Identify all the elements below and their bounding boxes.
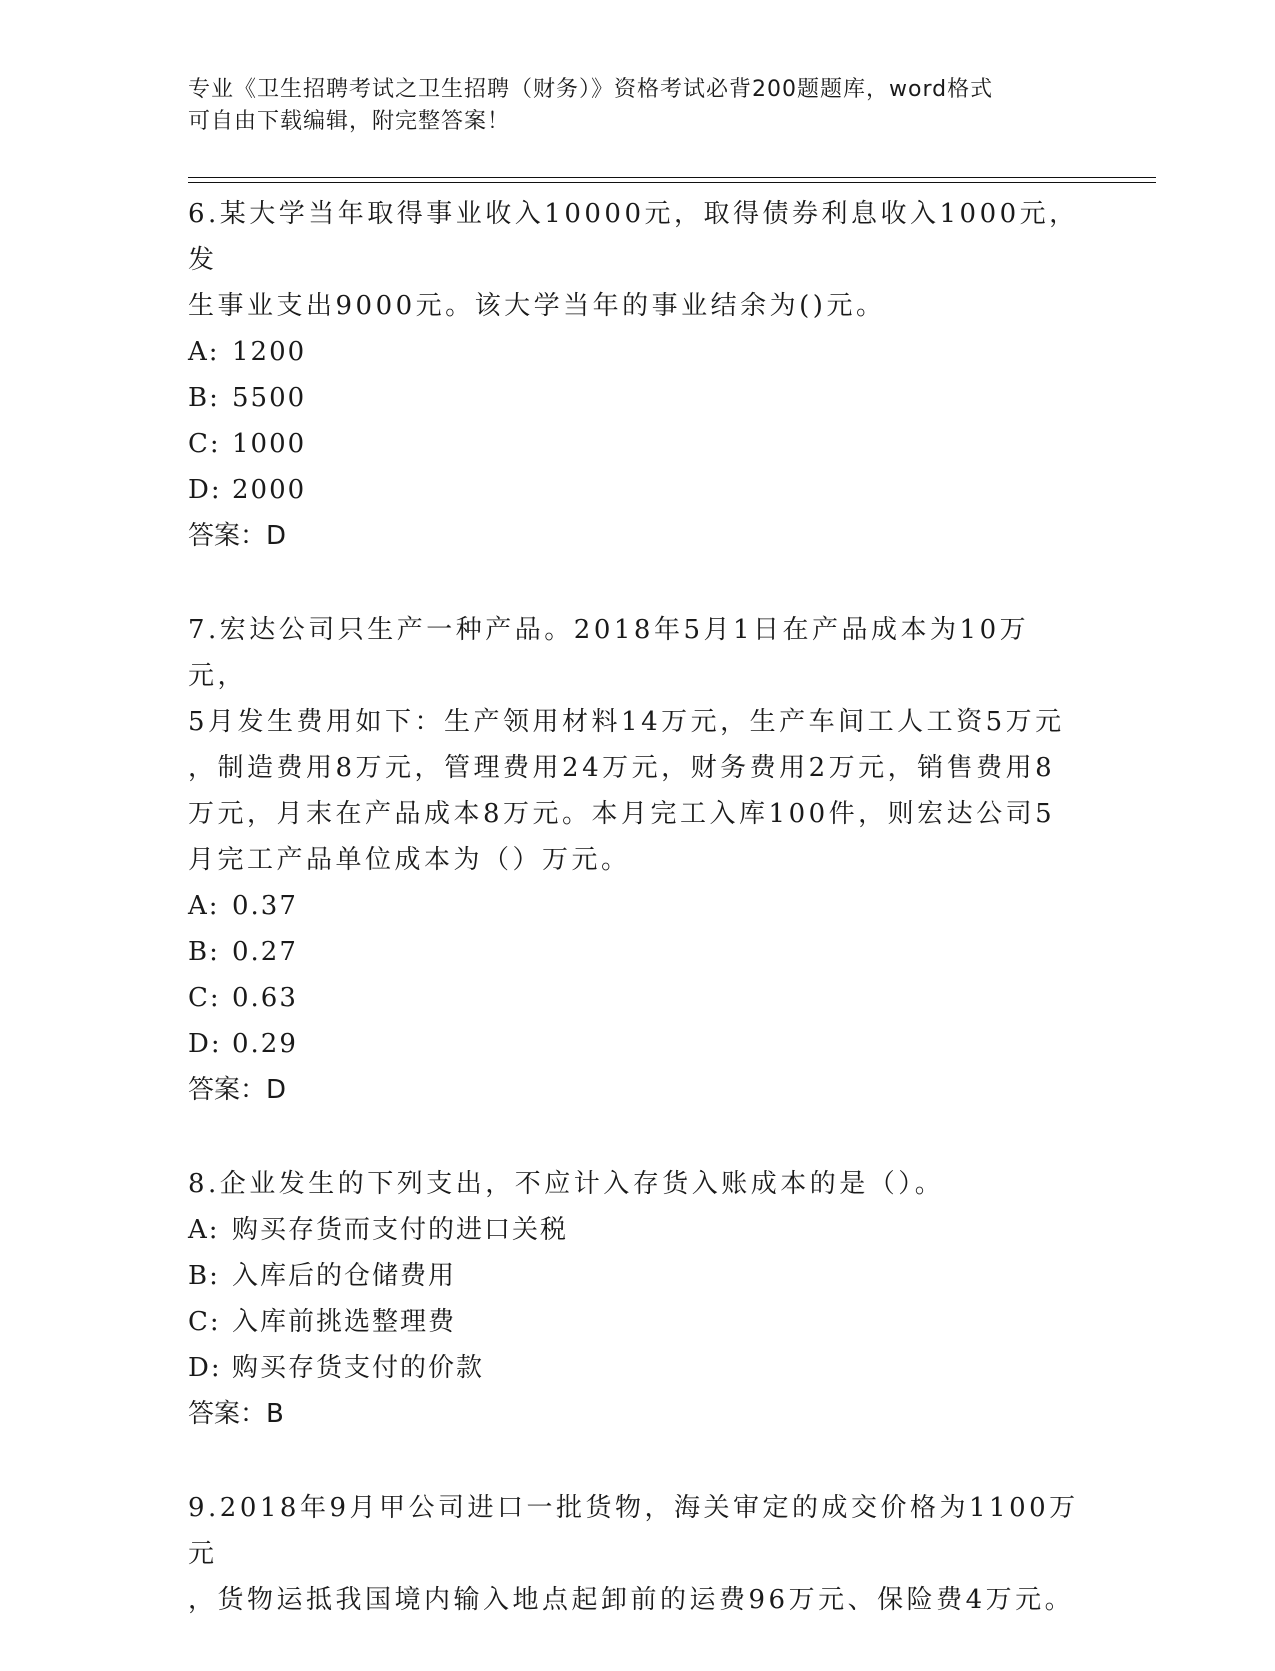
option-text: 0.63 xyxy=(232,983,298,1013)
option-text: 购买存货而支付的进口关税 xyxy=(232,1215,569,1245)
option-d xyxy=(188,467,1088,513)
question-text-line: ，货物运抵我国境内输入地点起卸前的运费96万元、保险费4万元。 xyxy=(188,1585,1075,1615)
option-text: 1200 xyxy=(232,337,307,367)
option-text: 入库后的仓储费用 xyxy=(232,1261,457,1291)
option-text: 2000 xyxy=(232,475,307,505)
option-letter: C: xyxy=(188,1307,221,1337)
option-b xyxy=(188,375,1088,421)
option-b xyxy=(188,1253,1088,1299)
answer-text: 答案：D xyxy=(188,521,287,551)
question-9 xyxy=(188,1485,1088,1623)
question-text-line: 8.企业发生的下列支出，不应计入存货入账成本的是（）。 xyxy=(188,1169,945,1199)
header-divider-top xyxy=(188,177,1156,178)
option-text: 1000 xyxy=(232,429,307,459)
answer-text: 答案：B xyxy=(188,1399,284,1429)
option-letter: B: xyxy=(188,1261,220,1291)
question-text-line: 9.2018年9月甲公司进口一批货物，海关审定的成交价格为1100万元 xyxy=(188,1493,1079,1569)
header-divider-bottom xyxy=(188,182,1156,183)
question-text-line: 7.宏达公司只生产一种产品。2018年5月1日在产品成本为10万元， xyxy=(188,615,1030,691)
option-letter: D: xyxy=(188,475,222,505)
option-letter: A: xyxy=(188,891,220,921)
option-c xyxy=(188,975,1088,1021)
question-8 xyxy=(188,1161,1088,1437)
option-text: 入库前挑选整理费 xyxy=(232,1307,457,1337)
option-letter: D: xyxy=(188,1029,222,1059)
answer-text: 答案：D xyxy=(188,1075,287,1105)
option-c xyxy=(188,421,1088,467)
question-text-line: 生事业支出9000元。该大学当年的事业结余为()元。 xyxy=(188,291,886,321)
option-letter: C: xyxy=(188,983,221,1013)
question-7 xyxy=(188,607,1088,1113)
option-d xyxy=(188,1021,1088,1067)
question-text-line: 5月发生费用如下：生产领用材料14万元，生产车间工人工资5万元 xyxy=(188,707,1065,737)
document-header xyxy=(188,74,1068,138)
option-letter: D: xyxy=(188,1353,222,1383)
option-text: 0.27 xyxy=(232,937,298,967)
question-list xyxy=(188,191,1088,1671)
option-text: 购买存货支付的价款 xyxy=(232,1353,485,1383)
question-text-line: 万元，月末在产品成本8万元。本月完工入库100件，则宏达公司5 xyxy=(188,799,1056,829)
option-text: 0.37 xyxy=(232,891,298,921)
option-d xyxy=(188,1345,1088,1391)
option-text: 5500 xyxy=(232,383,307,413)
option-letter: C: xyxy=(188,429,221,459)
option-text: 0.29 xyxy=(232,1029,298,1059)
option-letter: B: xyxy=(188,937,220,967)
question-text-line: ，制造费用8万元，管理费用24万元，财务费用2万元，销售费用8 xyxy=(188,753,1056,783)
question-text-line: 月完工产品单位成本为（）万元。 xyxy=(188,845,631,875)
header-line-2: 可自由下载编辑，附完整答案！ xyxy=(188,109,511,134)
option-a xyxy=(188,329,1088,375)
option-letter: B: xyxy=(188,383,220,413)
option-letter: A: xyxy=(188,1215,220,1245)
option-letter: A: xyxy=(188,337,220,367)
question-6 xyxy=(188,191,1088,559)
question-text-line: 6.某大学当年取得事业收入10000元，取得债券利息收入1000元，发 xyxy=(188,199,1079,275)
option-b xyxy=(188,929,1088,975)
option-a xyxy=(188,883,1088,929)
header-line-1: 专业《卫生招聘考试之卫生招聘（财务）》资格考试必背200题题库，word格式 xyxy=(188,77,994,102)
option-c xyxy=(188,1299,1088,1345)
option-a xyxy=(188,1207,1088,1253)
